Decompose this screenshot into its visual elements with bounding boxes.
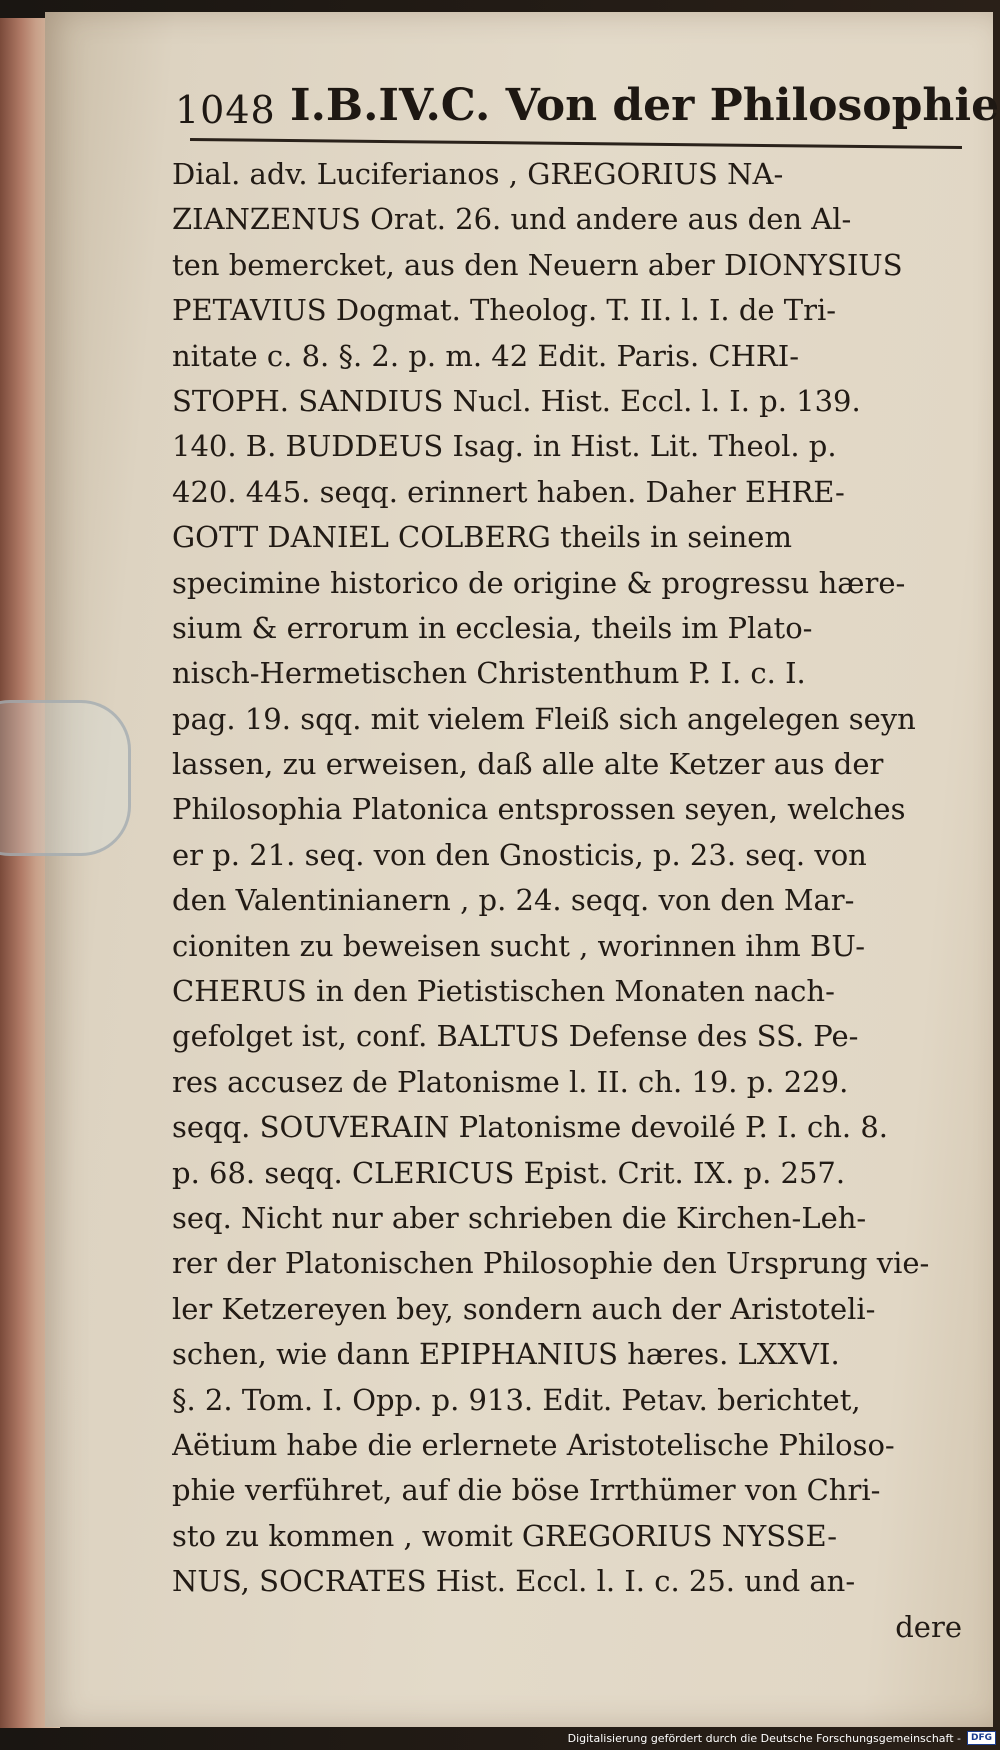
text-line: den Valentinianern , p. 24. seqq. von den Mar- [172,883,855,918]
text-line: 420. 445. seqq. erinnert haben. Daher EHRE- [172,474,845,509]
text-line: er p. 21. seq. von den Gnosticis, p. 23. seq. von [172,837,867,872]
text-line: gefolget ist, conf. BALTUS Defense des SS. Pe- [172,1019,859,1054]
body-text [172,152,962,1650]
text-line: rer der Platonischen Philosophie den Ursprung vie- [172,1246,930,1281]
dfg-logo: DFG [967,1731,996,1745]
text-line: NUS, SOCRATES Hist. Eccl. l. I. c. 25. und an- [172,1564,856,1599]
text-line: GOTT DANIEL COLBERG theils in seinem [172,520,792,555]
text-line: 140. B. BUDDEUS Isag. in Hist. Lit. Theol. p. [172,429,837,464]
text-line: ler Ketzereyen bey, sondern auch der Aristoteli- [172,1291,876,1326]
page-clip [0,700,131,856]
credit-text: Digitalisierung gefördert durch die Deutsche Forschungsgemeinschaft - [567,1731,961,1745]
text-line: PETAVIUS Dogmat. Theolog. T. II. l. I. de Tri- [172,293,837,328]
catchword: dere [895,1609,962,1644]
text-line: sto zu kommen , womit GREGORIUS NYSSE- [172,1518,838,1553]
text-line: seqq. SOUVERAIN Platonisme devoilé P. I. ch. 8. [172,1110,889,1145]
text-line: sium & errorum in ecclesia, theils im Plato- [172,610,813,645]
text-line: seq. Nicht nur aber schrieben die Kirchen-Leh- [172,1200,867,1235]
text-line: Philosophia Platonica entsprossen seyen, welches [172,792,906,827]
text-line: STOPH. SANDIUS Nucl. Hist. Eccl. l. I. p. 139. [172,383,861,418]
text-line: cioniten zu beweisen sucht , worinnen ihm BU- [172,928,866,963]
text-line: specimine historico de origine & progressu hære- [172,565,906,600]
text-line: ten bemercket, aus den Neuern aber DIONYSIUS [172,247,903,282]
page-header [175,78,1000,148]
text-line: §. 2. Tom. I. Opp. p. 913. Edit. Petav. berichtet, [172,1382,861,1417]
text-line: CHERUS in den Pietistischen Monaten nach- [172,974,835,1009]
text-line: res accusez de Platonisme l. II. ch. 19. p. 229. [172,1064,849,1099]
text-line: phie verführet, auf die böse Irrthümer von Chri- [172,1473,881,1508]
text-line: lassen, zu erweisen, daß alle alte Ketzer aus der [172,747,884,782]
page-number: 1048 [175,88,276,132]
text-line: schen, wie dann EPIPHANIUS hæres. LXXVI. [172,1337,840,1372]
text-line: nisch-Hermetischen Christenthum P. I. c. I. [172,656,806,691]
text-line: pag. 19. sqq. mit vielem Fleiß sich angelegen seyn [172,701,916,736]
text-line: Dial. adv. Luciferianos , GREGORIUS NA- [172,157,784,191]
digitization-credit [568,1728,996,1748]
running-head: I.B.IV.C. Von der Philosophie [290,80,1000,131]
text-line: p. 68. seqq. CLERICUS Epist. Crit. IX. p. 257. [172,1155,846,1190]
text-line: Aëtium habe die erlernete Aristotelische Philoso- [172,1427,895,1462]
text-line: nitate c. 8. §. 2. p. m. 42 Edit. Paris. CHRI- [172,338,799,373]
text-line: ZIANZENUS Orat. 26. und andere aus den Al- [172,202,852,237]
